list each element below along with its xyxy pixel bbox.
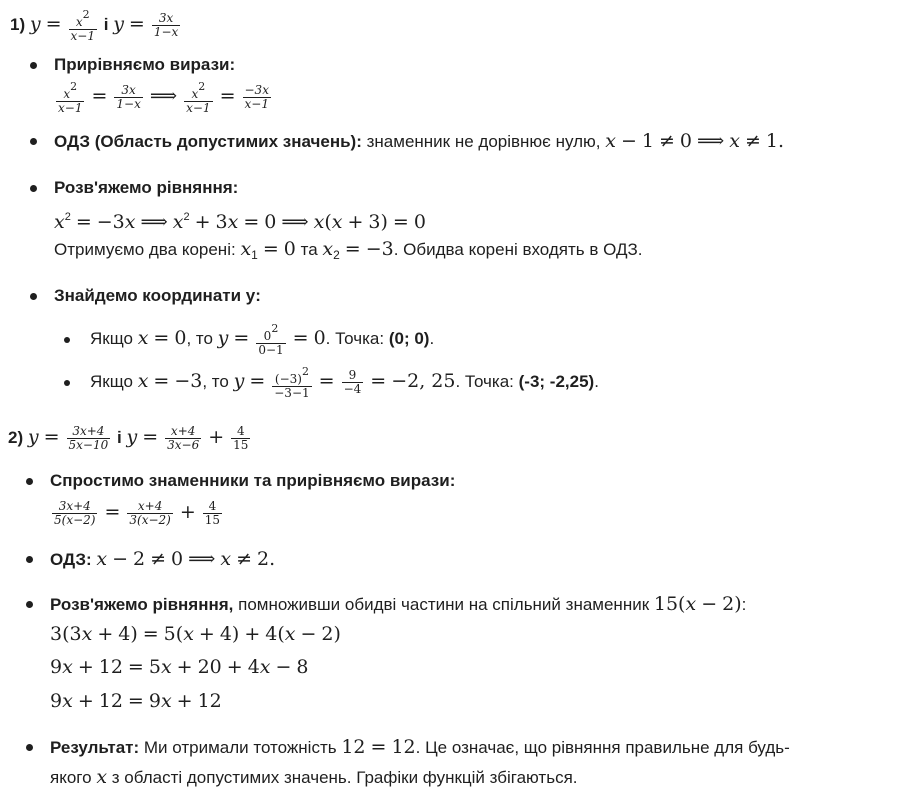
bullet xyxy=(30,293,37,300)
case-point: . Точка: xyxy=(455,372,514,391)
problem1-step3-title: Розв'яжемо рівняння: xyxy=(54,178,239,197)
problem2-header: 2) y = $\frac{3x+4}{5x-10}$ і y = $\frac{x+4}{3x-6}$ + $\frac{4}{15}$ xyxy=(8,424,249,453)
problem2-eq-line1: 3(3x + 4) = 5(x + 4) + 4(x − 2) xyxy=(50,623,341,645)
problem2-number: 2) xyxy=(8,428,24,447)
problem2-step3-text: помноживши обидві частини на спільний знаменник xyxy=(238,595,650,614)
problem1-conj: і xyxy=(103,14,109,34)
problem1-roots: Отримуємо два корені: $x_1 = 0$ та $x_2 = -3$. Обидва корені входять в ОДЗ. xyxy=(54,238,643,262)
result-text-d: з області допустимих значень. Графіки функцій збігаються. xyxy=(111,768,578,787)
problem2-conj: і xyxy=(116,428,122,447)
problem2-step4-title: Результат: xyxy=(50,738,140,757)
problem1-step2-text: знаменник не дорівнює нулю, xyxy=(366,132,601,151)
case-if: Якщо xyxy=(90,372,133,391)
problem1-header: 1) y = $\frac{x2}{x-1}$ і y = $\frac{3x}{1-x}$ xyxy=(10,8,179,43)
result-text-b: . Це означає, що рівняння правильне для будь- xyxy=(415,738,790,757)
result-text-c: якого xyxy=(50,768,92,787)
problem2-step3: Розв'яжемо рівняння, помноживши обидві частини на спільний знаменник 15(x − 2): xyxy=(50,593,747,615)
bullet xyxy=(64,337,70,343)
result-text-a: Ми отримали тотожність xyxy=(143,738,337,757)
case-if: Якщо xyxy=(90,329,133,348)
point2: (-3; -2,25) xyxy=(518,372,595,391)
problem1-step2: ОДЗ (Область допустимих значень): знаменник не дорівнює нулю, x − 1 ≠ 0 ⟹ x ≠ 1. xyxy=(54,130,784,152)
problem1-step3-equation: $x^2 = -3x$ ⟹ $x^2 + 3x = 0$ ⟹ x(x + 3) = 0 xyxy=(54,211,426,233)
problem2-step4-line2: якого x з області допустимих значень. Графіки функцій збігаються. xyxy=(50,766,578,788)
case-then: , то xyxy=(202,372,229,391)
case-point: . Точка: xyxy=(325,329,385,348)
bullet xyxy=(30,62,37,69)
problem1-step2-title: ОДЗ (Область допустимих значень): xyxy=(54,132,362,151)
problem1-step4-title: Знайдемо координати y: xyxy=(54,286,261,305)
end-dot: . xyxy=(594,372,599,391)
bullet xyxy=(26,601,33,608)
bullet xyxy=(30,185,37,192)
problem1-step1-title: Прирівняємо вирази: xyxy=(54,55,236,74)
bullet xyxy=(26,556,33,563)
problem2-step3-title: Розв'яжемо рівняння, xyxy=(50,595,234,614)
problem2-step2-title: ОДЗ: xyxy=(50,550,92,569)
bullet xyxy=(26,478,33,485)
problem2-step4-line1: Результат: Ми отримали тотожність 12 = 12. Це означає, що рівняння правильне для будь- xyxy=(50,736,790,758)
roots-text: Отримуємо два корені: xyxy=(54,240,236,259)
problem1-case2: Якщо x = −3, то y = $\frac{(-3)2}{-3-1}$ = $\frac{9}{-4}$ = −2, 25. Точка: (-3; -2,25). xyxy=(90,365,599,401)
roots-and: та xyxy=(300,240,318,259)
bullet xyxy=(30,138,37,145)
problem2-step2: ОДЗ: x − 2 ≠ 0 ⟹ x ≠ 2. xyxy=(50,548,276,570)
bullet xyxy=(26,744,33,751)
problem2-eq-line2: 9x + 12 = 5x + 20 + 4x − 8 xyxy=(50,656,309,678)
bullet xyxy=(64,380,70,386)
problem1-step1-equation: $\frac{x2}{x-1}$ = $\frac{3x}{1-x}$ ⟹ $\frac{x2}{x-1}$ = $\frac{-3x}{x-1}$ xyxy=(58,80,269,116)
end-dot: . xyxy=(429,329,435,348)
problem2-step1-title: Спростимо знаменники та прирівняємо вирази: xyxy=(50,471,456,490)
point1: (0; 0) xyxy=(388,329,430,348)
case-then: , то xyxy=(186,329,213,348)
problem2-eq-line3: 9x + 12 = 9x + 12 xyxy=(50,690,222,712)
problem2-step1-equation: $\frac{3x+4}{5(x-2)}$ = $\frac{x+4}{3(x-2)}$ + $\frac{4}{15}$ xyxy=(54,499,221,528)
problem1-number: 1) xyxy=(10,14,26,34)
roots-odz-text: . Обидва корені входять в ОДЗ. xyxy=(393,240,643,259)
problem1-case1: Якщо x = 0, то y = $\frac{02}{0-1}$ = 0. Точка: (0; 0). xyxy=(90,322,435,358)
